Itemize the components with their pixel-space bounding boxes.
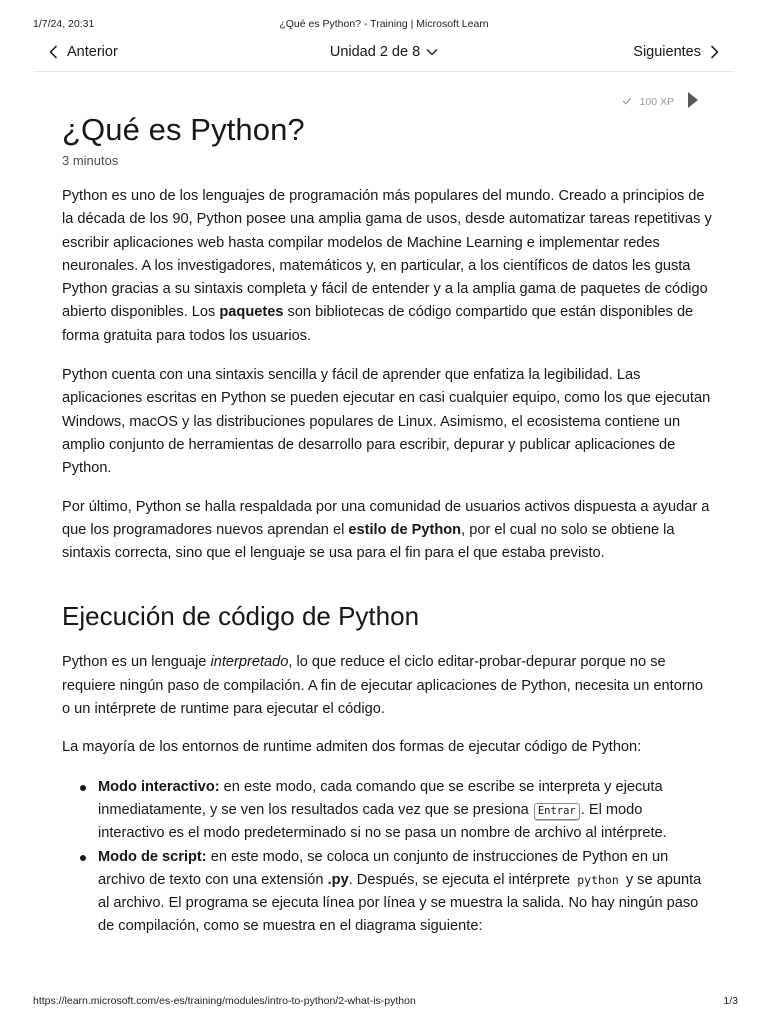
community-paragraph: Por último, Python se halla respaldada por una comunidad de usuarios activos dispuesta a ayudar a que los programadores nuevos aprendan el estilo de Python, por el cual no solo se obtiene la sintaxis correcta, sino que el lenguaje se usa para el fin para el que estaba previsto. <box>62 498 710 562</box>
syntax-paragraph: Python cuenta con una sintaxis sencilla y fácil de aprender que enfatiza la legibilidad. Las aplicaciones escritas en Python se pueden ejecutar en casi cualquier equipo, como los que ejecutan Windows, macOS y las distribuciones populares de Linux. Asimismo, el ecosistema contiene un amplio conjunto de herramientas de desarrollo para escribir, depurar y publicar aplicaciones de Python. <box>62 367 711 477</box>
list-item-script-mode: Modo de script: en este modo, se coloca un conjunto de instrucciones de Python en un archivo de texto con una extensión .py. Después, se ejecuta el intérprete python y se apunta al archivo. El programa se ejecuta línea por línea y se muestra la salida. No hay ningún paso de compilación, como se muestra en el diagrama siguiente: <box>98 846 712 939</box>
print-datetime: 1/7/24, 20:31 <box>33 18 95 30</box>
section-heading: Ejecución de código de Python <box>62 601 420 632</box>
print-page-title: ¿Qué es Python? - Training | Microsoft Learn <box>279 18 489 30</box>
next-button[interactable] <box>633 44 719 60</box>
print-page-number: 1/3 <box>723 995 738 1007</box>
runtime-paragraph: La mayoría de los entornos de runtime admiten dos formas de ejecutar código de Python: <box>62 739 642 756</box>
python-command: python <box>577 872 619 887</box>
xp-indicator <box>622 92 698 111</box>
chevron-right-icon <box>710 45 719 59</box>
bold-term-paquetes: paquetes <box>219 304 284 321</box>
article-content <box>62 110 712 939</box>
previous-label: Anterior <box>67 44 118 60</box>
print-footer <box>0 995 768 1015</box>
unit-label: Unidad 2 de 8 <box>329 44 421 60</box>
print-url: https://learn.microsoft.com/es-es/training/modules/intro-to-python/2-what-is-python <box>33 995 416 1007</box>
interpreted-paragraph: Python es un lenguaje interpretado, lo que reduce el ciclo editar-probar-depurar porque no se requiere ningún paso de compilación. A fin de ejecutar aplicaciones de Python, necesita un entorno o un intérprete de runtime para ejecutar el código. <box>62 654 703 718</box>
chevron-down-icon <box>426 48 438 56</box>
page-title: ¿Qué es Python? <box>62 112 305 147</box>
bold-term-estilo: estilo de Python <box>348 521 462 538</box>
next-label: Siguientes <box>633 44 701 60</box>
intro-paragraph: Python es uno de los lenguajes de programación más populares del mundo. Creado a principios de la década de los 90, Python posee una amplia gama de usos, desde automatizar tareas repetitivas y escribir aplicaciones web hasta compilar modelos de Machine Learning e implementar redes neuronales. A los investigadores, matemáticos y, en particular, a los científicos de datos les gusta Python gracias a su sintaxis completa y fácil de entender y a la amplia gama de paquetes de código abierto disponibles. Los paquetes son bibliotecas de código compartido que están disponibles de forma gratuita para todos los usuarios. <box>62 188 712 344</box>
play-icon[interactable] <box>688 92 698 111</box>
unit-navigation <box>35 36 733 72</box>
modes-list <box>62 776 712 939</box>
unit-selector[interactable] <box>330 44 438 60</box>
duration-label: 3 minutos <box>62 153 119 168</box>
py-extension: .py <box>327 871 349 888</box>
checkmark-icon <box>622 96 632 108</box>
xp-label: 100 XP <box>639 95 674 108</box>
enter-key: Entrar <box>534 803 580 820</box>
italic-term: interpretado <box>210 654 289 671</box>
list-item-interactive-mode: Modo interactivo: en este modo, cada comando que se escribe se interpreta y ejecuta inmediatamente, y se ven los resultados cada vez que se presiona Entrar . El modo interactivo es el modo predeterminado si no se pasa un nombre de archivo al intérprete. <box>98 776 712 846</box>
print-header <box>0 0 768 36</box>
